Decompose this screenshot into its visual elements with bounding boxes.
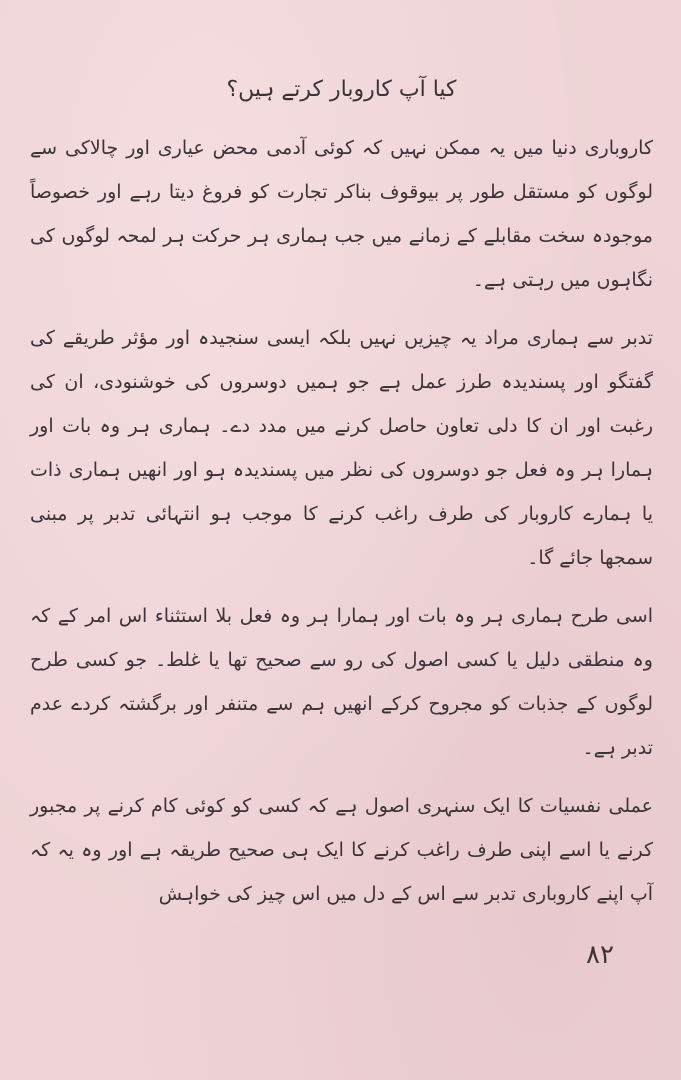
paragraph-3: اسی طرح ہماری ہر وہ بات اور ہمارا ہر وہ فعل بلا استثناء اس امر کے کہ وہ منطقی دلیل یا کسی اصول کی رو سے صحیح تھا یا غلط۔ جو کسی طرح لوگوں کے جذبات کو مجروح کرکے انھیں ہم سے متنفر اور برگشتہ کردے عدم تدبر ہے۔	[30, 605, 653, 759]
paragraph-4: عملی نفسیات کا ایک سنہری اصول ہے کہ کسی کو کوئی کام کرنے پر مجبور کرنے یا اسے اپنی طرف راغب کرنے کا ایک ہی صحیح طریقہ ہے اور وہ یہ کہ آپ اپنے کاروباری تدبر سے اس کے دل میں اس چیز کی خواہش	[30, 795, 653, 905]
page-body	[30, 70, 653, 930]
paragraph-1: کاروباری دنیا میں یہ ممکن نہیں کہ کوئی آدمی محض عیاری اور چالاکی سے لوگوں کو مستقل طور پر بیوقوف بناکر تجارت کو فروغ دیتا رہے اور خصوصاً موجودہ سخت مقابلے کے زمانے میں جب ہماری ہر حرکت ہر لمحہ لوگوں کی نگاہوں میں رہتی ہے۔	[30, 137, 653, 291]
paragraph-2: تدبر سے ہماری مراد یہ چیزیں نہیں بلکہ ایسی سنجیدہ اور مؤثر طریقے کی گفتگو اور پسندیدہ طرز عمل ہے جو ہمیں دوسروں کی خوشنودی، ان کی رغبت اور ان کا دلی تعاون حاصل کرنے میں مدد دے۔ ہماری ہر وہ بات اور ہمارا ہر وہ فعل جو دوسروں کی نظر میں پسندیدہ ہو اور انھیں ہماری ذات یا ہمارے کاروبار کی طرف راغب کرنے کا موجب ہو انتہائی تدبر پر مبنی سمجھا جائے گا۔	[30, 327, 653, 569]
page-number: ۸۲	[586, 940, 614, 970]
page-title: کیا آپ کاروبار کرتے ہیں؟	[226, 77, 457, 102]
